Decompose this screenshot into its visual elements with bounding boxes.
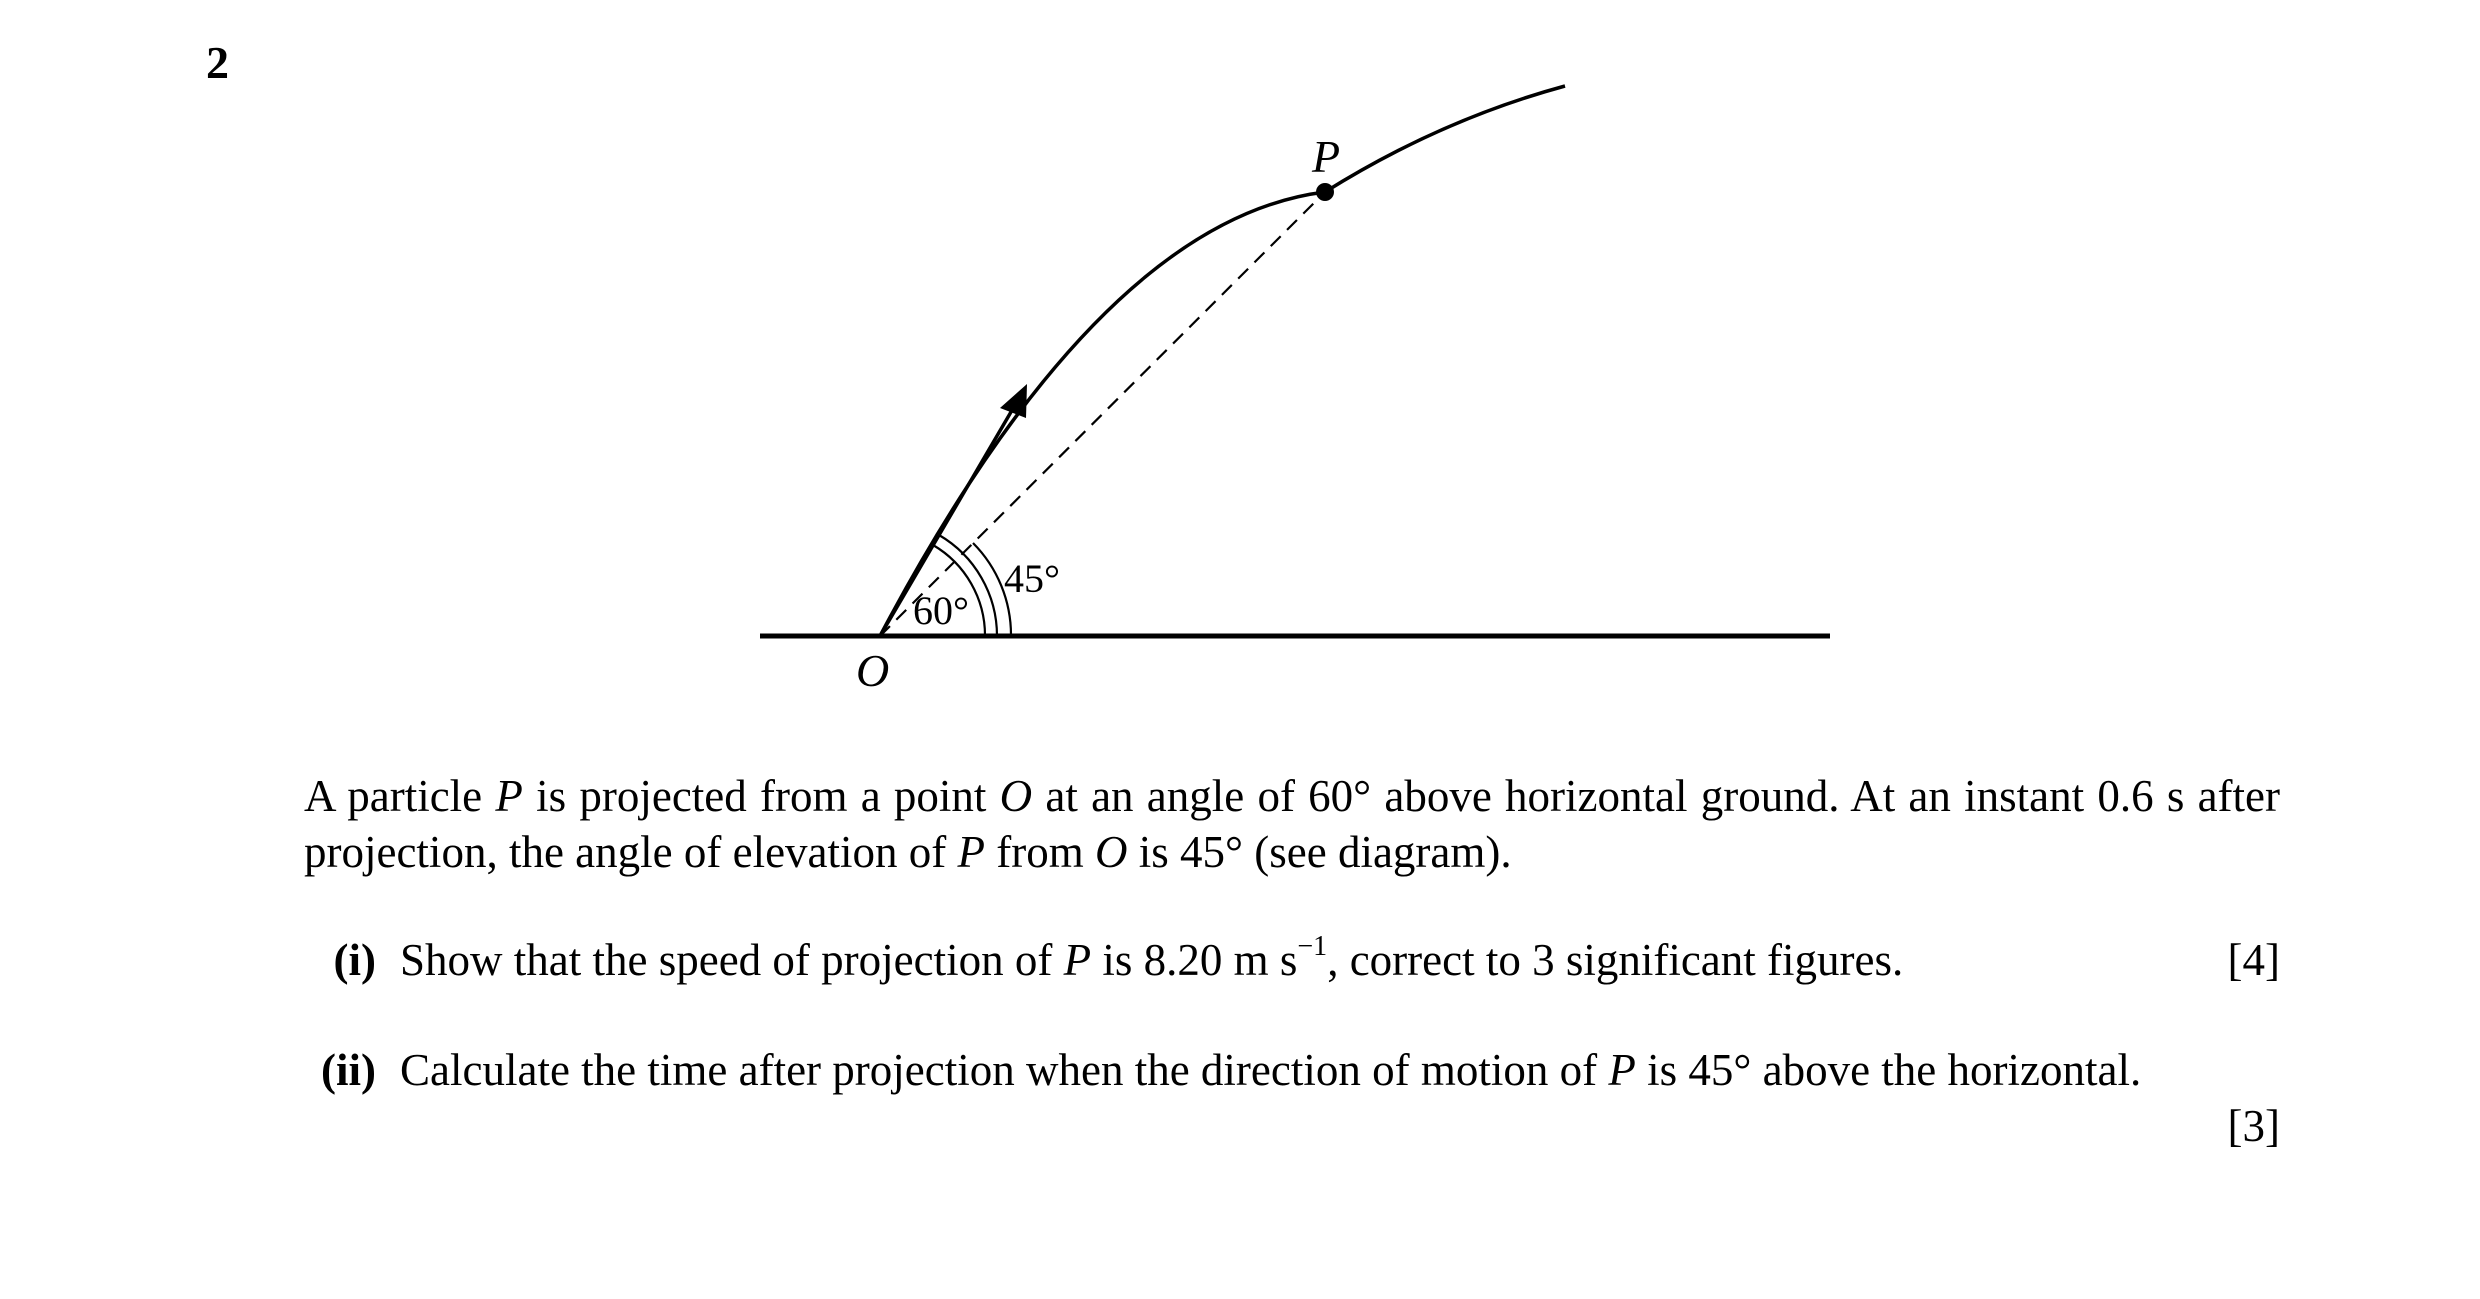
point-P [1316, 183, 1334, 201]
question-number: 2 [206, 37, 229, 88]
marks-label: [4] [2227, 935, 2280, 985]
part-text: Show that the speed of projection of P is 8.20 m $s^{-1}$, correct to 3 significant figures. [400, 931, 1904, 985]
marks-label: [3] [2227, 1101, 2280, 1151]
question-intro: A particle P is projected from a point O at an angle of 60° above horizontal ground. At an instant 0.6 s after projection, the angle of elevation of P from O is 45° (see diagram). [304, 771, 2280, 877]
part-label: (ii) [321, 1045, 376, 1095]
part-label: (i) [333, 935, 376, 985]
elevation-dashed-line [880, 192, 1325, 636]
angle-label-60: 60° [913, 588, 969, 633]
angle-label-45: 45° [1004, 556, 1060, 601]
label-P: P [1312, 131, 1341, 182]
arrow-head [1000, 384, 1027, 418]
part-text: Calculate the time after projection when the direction of motion of P is 45° above the horizontal. [400, 1045, 2142, 1095]
label-O: O [856, 645, 890, 696]
question-part-ii [304, 1042, 2280, 1162]
question-part-i [304, 932, 2280, 992]
